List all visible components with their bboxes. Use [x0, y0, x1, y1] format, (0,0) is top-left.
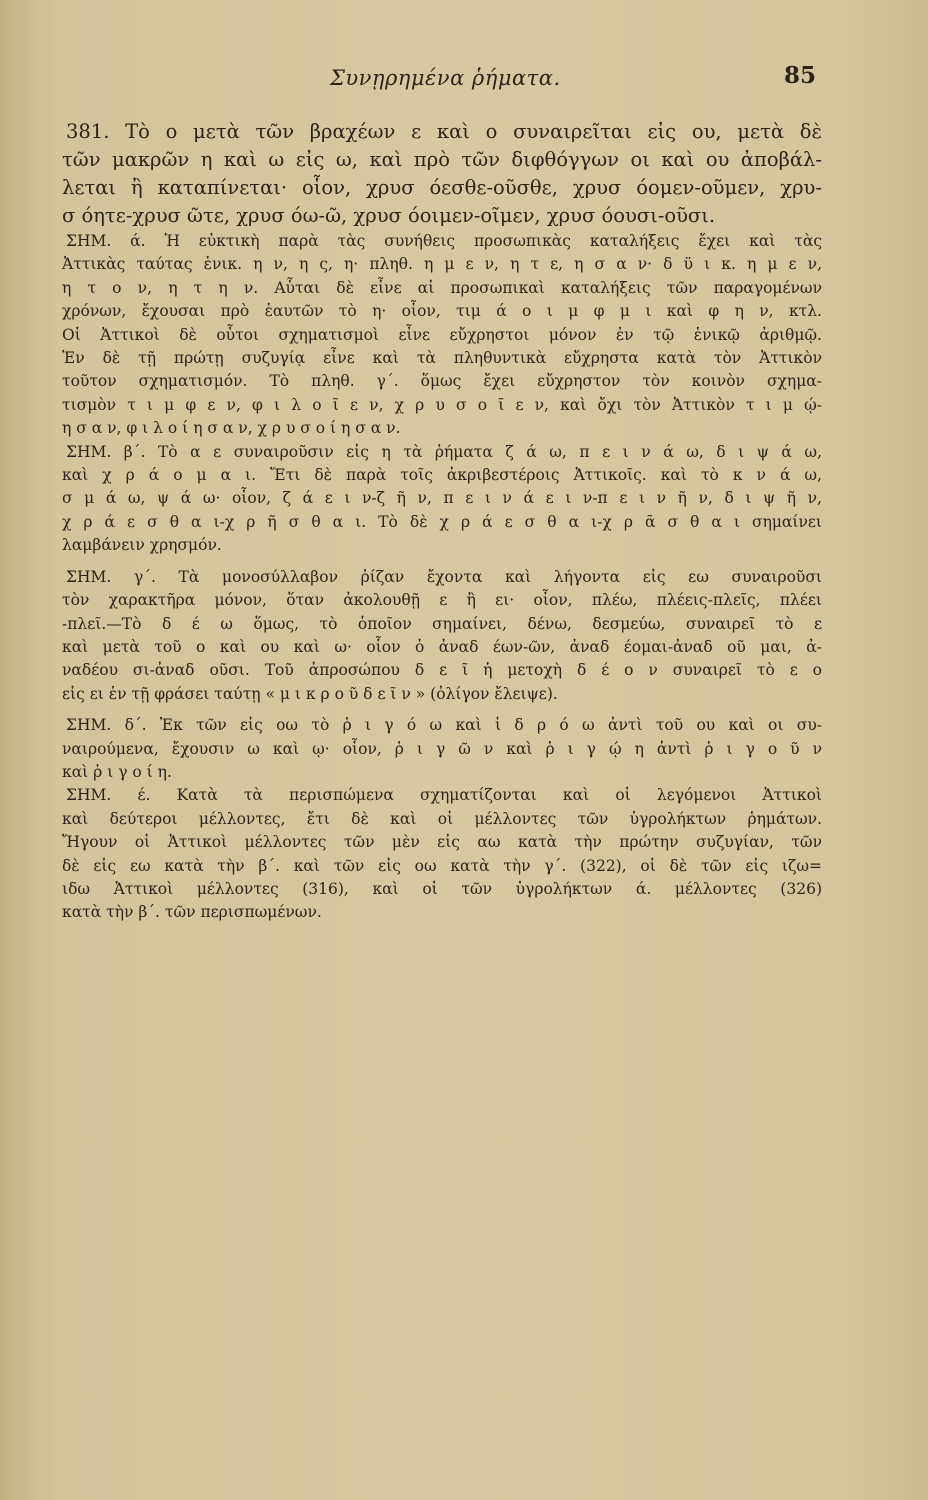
text-line: τῶν μακρῶν η καὶ ω εἰς ω, καὶ πρὸ τῶν διφθόγγων οι καὶ ου ἀποβάλ- [62, 148, 822, 171]
text-line: σ μ ά ω, ψ ά ω· οἷον, ζ ά ε ι ν-ζ ῆ ν, π ε ι ν ά ε ι ν-π ε ι ν ῆ ν, δ ι ψ ῆ ν, [62, 489, 822, 508]
text-line: η σ α ν, φ ι λ ο ί η σ α ν, χ ρ υ σ ο ί η σ α ν. [62, 419, 401, 438]
text-block [62, 118, 822, 925]
page-header [0, 62, 928, 100]
text-line: χρόνων, ἔχουσαι πρὸ ἑαυτῶν τὸ η· οἷον, τιμ ά ο ι μ φ μ ι καὶ φ η ν, κτλ. [62, 302, 822, 321]
text-line: Ἀττικὰς ταύτας ἑνικ. η ν, η ς, η· πληθ. η μ ε ν, η τ ε, η σ α ν· δ ϋ ι κ. η μ ε ν, [62, 255, 822, 274]
note-a [62, 230, 822, 441]
text-line: Οἱ Ἀττικοὶ δὲ οὗτοι σχηματισμοὶ εἶνε εὔχρηστοι μόνον ἐν τῷ ἑνικῷ ἀριθμῷ. [62, 325, 822, 344]
text-line: εἰς ει ἐν τῇ φράσει ταύτῃ « μ ι κ ρ ο ῦ δ ε ῖ ν » (ὀλίγον ἔλειψε). [62, 684, 558, 703]
text-line: 381. Τὸ ο μετὰ τῶν βραχέων ε καὶ ο συναιρεῖται εἰς ου, μετὰ δὲ [66, 120, 822, 143]
note-d [62, 714, 822, 784]
text-line: ΣΗΜ. δ΄. Ἐκ τῶν εἰς οω τὸ ῥ ι γ ό ω καὶ ἱ δ ρ ό ω ἀντὶ τοῦ ου καὶ οι συ- [66, 716, 822, 735]
text-line: καὶ ῥ ι γ ο ί η. [62, 762, 172, 781]
text-line: ΣΗΜ. ά. Ἡ εὐκτικὴ παρὰ τὰς συνήθεις προσωπικὰς καταλήξεις ἔχει καὶ τὰς [66, 232, 822, 250]
text-line: καὶ δεύτεροι μέλλοντες, ἔτι δὲ καὶ οἱ μέλλοντες τῶν ὑγρολήκτων ῥημάτων. [62, 809, 822, 828]
text-line: κατὰ τὴν β΄. τῶν περισπωμένων. [62, 903, 322, 922]
note-c [62, 566, 822, 706]
text-line: λαμβάνειν χρησμόν. [62, 536, 222, 555]
text-line: ΣΗΜ. γ΄. Τὰ μονοσύλλαβον ῥίζαν ἔχοντα καὶ λήγοντα εἰς εω συναιροῦσι [66, 567, 822, 586]
text-line: -πλεῖ.—Τὸ δ έ ω ὅμως, τὸ ὁποῖον σημαίνει, δένω, δεσμεύω, συναιρεῖ τὸ ε [62, 614, 822, 633]
text-line: τισμὸν τ ι μ φ ε ν, φ ι λ ο ῖ ε ν, χ ρ υ σ ο ῖ ε ν, καὶ ὄχι τὸν Ἀττικὸν τ ι μ ῴ- [62, 395, 822, 414]
text-line: ιδω Ἀττικοὶ μέλλοντες (316), καὶ οἱ τῶν ὑγρολήκτων ά. μέλλοντες (326) [62, 879, 822, 898]
note-e [62, 784, 822, 924]
text-line: ΣΗΜ. β΄. Τὸ α ε συναιροῦσιν εἰς η τὰ ῥήματα ζ ά ω, π ε ι ν ά ω, δ ι ψ ά ω, [66, 442, 822, 461]
text-line: τοῦτον σχηματισμόν. Τὸ πληθ. γ΄. ὅμως ἔχει εὔχρηστον τὸν κοινὸν σχημα- [62, 372, 822, 391]
text-line: Ἐν δὲ τῇ πρώτῃ συζυγίᾳ εἶνε καὶ τὰ πληθυντικὰ εὔχρηστα κατὰ τὸν Ἀττικὸν [62, 349, 822, 368]
text-line: χ ρ ά ε σ θ α ι-χ ρ ῆ σ θ α ι. Τὸ δὲ χ ρ ά ε σ θ α ι-χ ρ ᾶ σ θ α ι σημαίνει [62, 512, 822, 531]
note-b [62, 441, 822, 558]
text-line: τὸν χαρακτῆρα μόνον, ὅταν ἀκολουθῇ ε ἢ ει· οἷον, πλέω, πλέεις-πλεῖς, πλέει [62, 591, 822, 610]
running-head: Συνῃρημένα ῥήματα. [330, 66, 561, 90]
text-line: δὲ εἰς εω κατὰ τὴν β΄. καὶ τῶν εἰς οω κατὰ τὴν γ΄. (322), οἱ δὲ τῶν εἰς ιζω= [62, 856, 822, 875]
text-line: σ όητε-χρυσ ῶτε, χρυσ όω-ῶ, χρυσ όοιμεν-οῖμεν, χρυσ όουσι-οῦσι. [62, 204, 716, 227]
text-line: καὶ μετὰ τοῦ ο καὶ ου καὶ ω· οἷον ὁ ἀναδ έων-ῶν, ἀναδ έομαι-ἀναδ οῦ μαι, ἀ- [62, 637, 822, 656]
section-381-paragraph [62, 118, 822, 230]
text-line: λεται ἢ καταπίνεται· οἷον, χρυσ όεσθε-οῦσθε, χρυσ όομεν-οῦμεν, χρυ- [62, 176, 822, 199]
text-line: καὶ χ ρ ά ο μ α ι. Ἔτι δὲ παρὰ τοῖς ἀκριβεστέροις Ἀττικοῖς. καὶ τὸ κ ν ά ω, [62, 466, 822, 485]
text-line: ναδέου σι-ἀναδ οῦσι. Τοῦ ἀπροσώπου δ ε ῖ ἡ μετοχὴ δ έ ο ν συναιρεῖ τὸ ε ο [62, 661, 822, 680]
text-line: Ἤγουν οἱ Ἀττικοὶ μέλλοντες τῶν μὲν εἰς αω κατὰ τὴν πρώτην συζυγίαν, τῶν [62, 833, 822, 852]
text-line: ναιρούμενα, ἔχουσιν ω καὶ ῳ· οἷον, ῥ ι γ ῶ ν καὶ ῥ ι γ ῴ η ἀντὶ ῥ ι γ ο ῦ ν [62, 739, 822, 758]
text-line: η τ ο ν, η τ η ν. Αὗται δὲ εἶνε αἱ προσωπικαὶ καταλήξεις τῶν παραγομένων [62, 278, 822, 297]
page-number: 85 [784, 62, 817, 89]
text-line: ΣΗΜ. έ. Κατὰ τὰ περισπώμενα σχηματίζονται καὶ οἱ λεγόμενοι Ἀττικοὶ [66, 786, 822, 805]
